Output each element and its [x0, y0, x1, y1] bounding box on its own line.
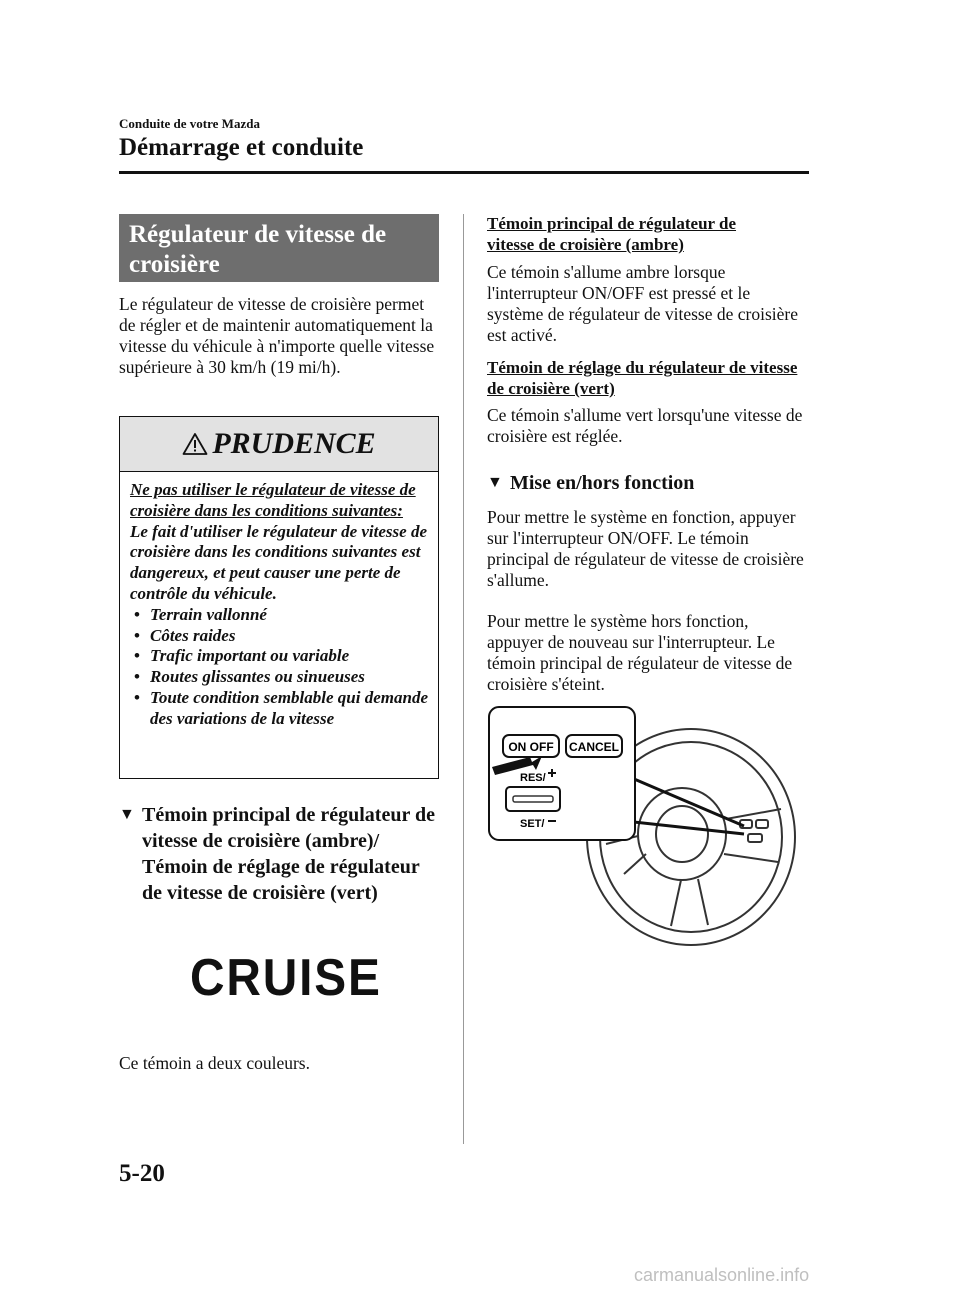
svg-text:ON OFF: ON OFF [508, 740, 554, 754]
caution-item: • Routes glissantes ou sinueuses [130, 667, 430, 688]
onoff-subheading-text: Mise en/hors fonction [510, 472, 695, 494]
caution-box [119, 416, 439, 779]
steering-wheel-diagram [486, 704, 806, 954]
section-title-line2: croisière [129, 251, 220, 278]
on-text: Pour mettre le système en fonction, appuyer sur l'interrupteur ON/OFF. Le témoin principal de régulateur de vitesse de croisière s'allume. [487, 507, 804, 590]
section-title-line1: Régulateur de vitesse de [129, 221, 387, 248]
caution-item: • Toute condition semblable qui demande des variations de la vitesse [130, 688, 430, 730]
section-title-box [119, 214, 439, 282]
cancel-button [566, 735, 622, 757]
section-marker-icon: ▼ [487, 474, 503, 491]
running-head: Conduite de votre Mazda [119, 116, 260, 131]
cruise-indicator-symbol: CRUISE [190, 949, 382, 1007]
page-number: 5-20 [119, 1160, 165, 1187]
indicator-subheading-text: Témoin principal de régulateur de vitesse de croisière (ambre)/ Témoin de réglage de régulateur de vitesse de croisière (vert) [142, 804, 435, 904]
column-divider [463, 214, 464, 1144]
svg-text:CANCEL: CANCEL [569, 740, 619, 754]
chapter-rule [119, 171, 809, 174]
caution-lead: Ne pas utiliser le régulateur de vitesse de croisière dans les conditions suivantes: [130, 480, 416, 520]
main-indicator-text: Ce témoin s'allume ambre lorsque l'interrupteur ON/OFF est pressé et le système de régulateur de vitesse de croisière est activé. [487, 262, 798, 345]
caution-text: Le fait d'utiliser le régulateur de vitesse de croisière dans les conditions suivantes est dangereux, et peut causer une perte de contrôle du véhicule. [130, 521, 427, 603]
main-indicator-heading: Témoin principal de régulateur de vitesse de croisière (ambre) [487, 214, 737, 254]
onoff-button [503, 735, 559, 757]
onoff-subheading [487, 470, 694, 496]
section-marker-icon: ▼ [119, 806, 135, 823]
caution-item: • Côtes raides [130, 626, 430, 647]
svg-text:SET/: SET/ [520, 818, 545, 830]
warning-triangle-icon [182, 432, 208, 456]
indicator-subheading [119, 802, 439, 906]
caution-body [120, 472, 438, 730]
chapter-title: Démarrage et conduite [119, 134, 364, 161]
switch-closeup-panel [489, 707, 635, 840]
caution-header [120, 417, 438, 472]
caution-item: • Terrain vallonné [130, 605, 430, 626]
caution-list [130, 605, 430, 730]
watermark: carmanualsonline.info [634, 1265, 810, 1285]
set-indicator-text: Ce témoin s'allume vert lorsqu'une vitesse de croisière est réglée. [487, 405, 803, 446]
caution-item: • Trafic important ou variable [130, 646, 430, 667]
off-text: Pour mettre le système hors fonction, appuyer de nouveau sur l'interrupteur. Le témoin principal de régulateur de vitesse de croisière s'éteint. [487, 611, 793, 694]
intro-paragraph: Le régulateur de vitesse de croisière permet de régler et de maintenir automatiquement la vitesse du véhicule à n'importe quelle vitesse supérieure à 30 km/h (19 mi/h). [119, 294, 435, 377]
two-colors-text: Ce témoin a deux couleurs. [119, 1053, 310, 1073]
set-indicator-heading: Témoin de réglage du régulateur de vitesse de croisière (vert) [487, 358, 798, 398]
svg-text:RES/: RES/ [520, 772, 546, 784]
res-set-switch [506, 787, 560, 811]
caution-title: PRUDENCE [212, 427, 376, 460]
